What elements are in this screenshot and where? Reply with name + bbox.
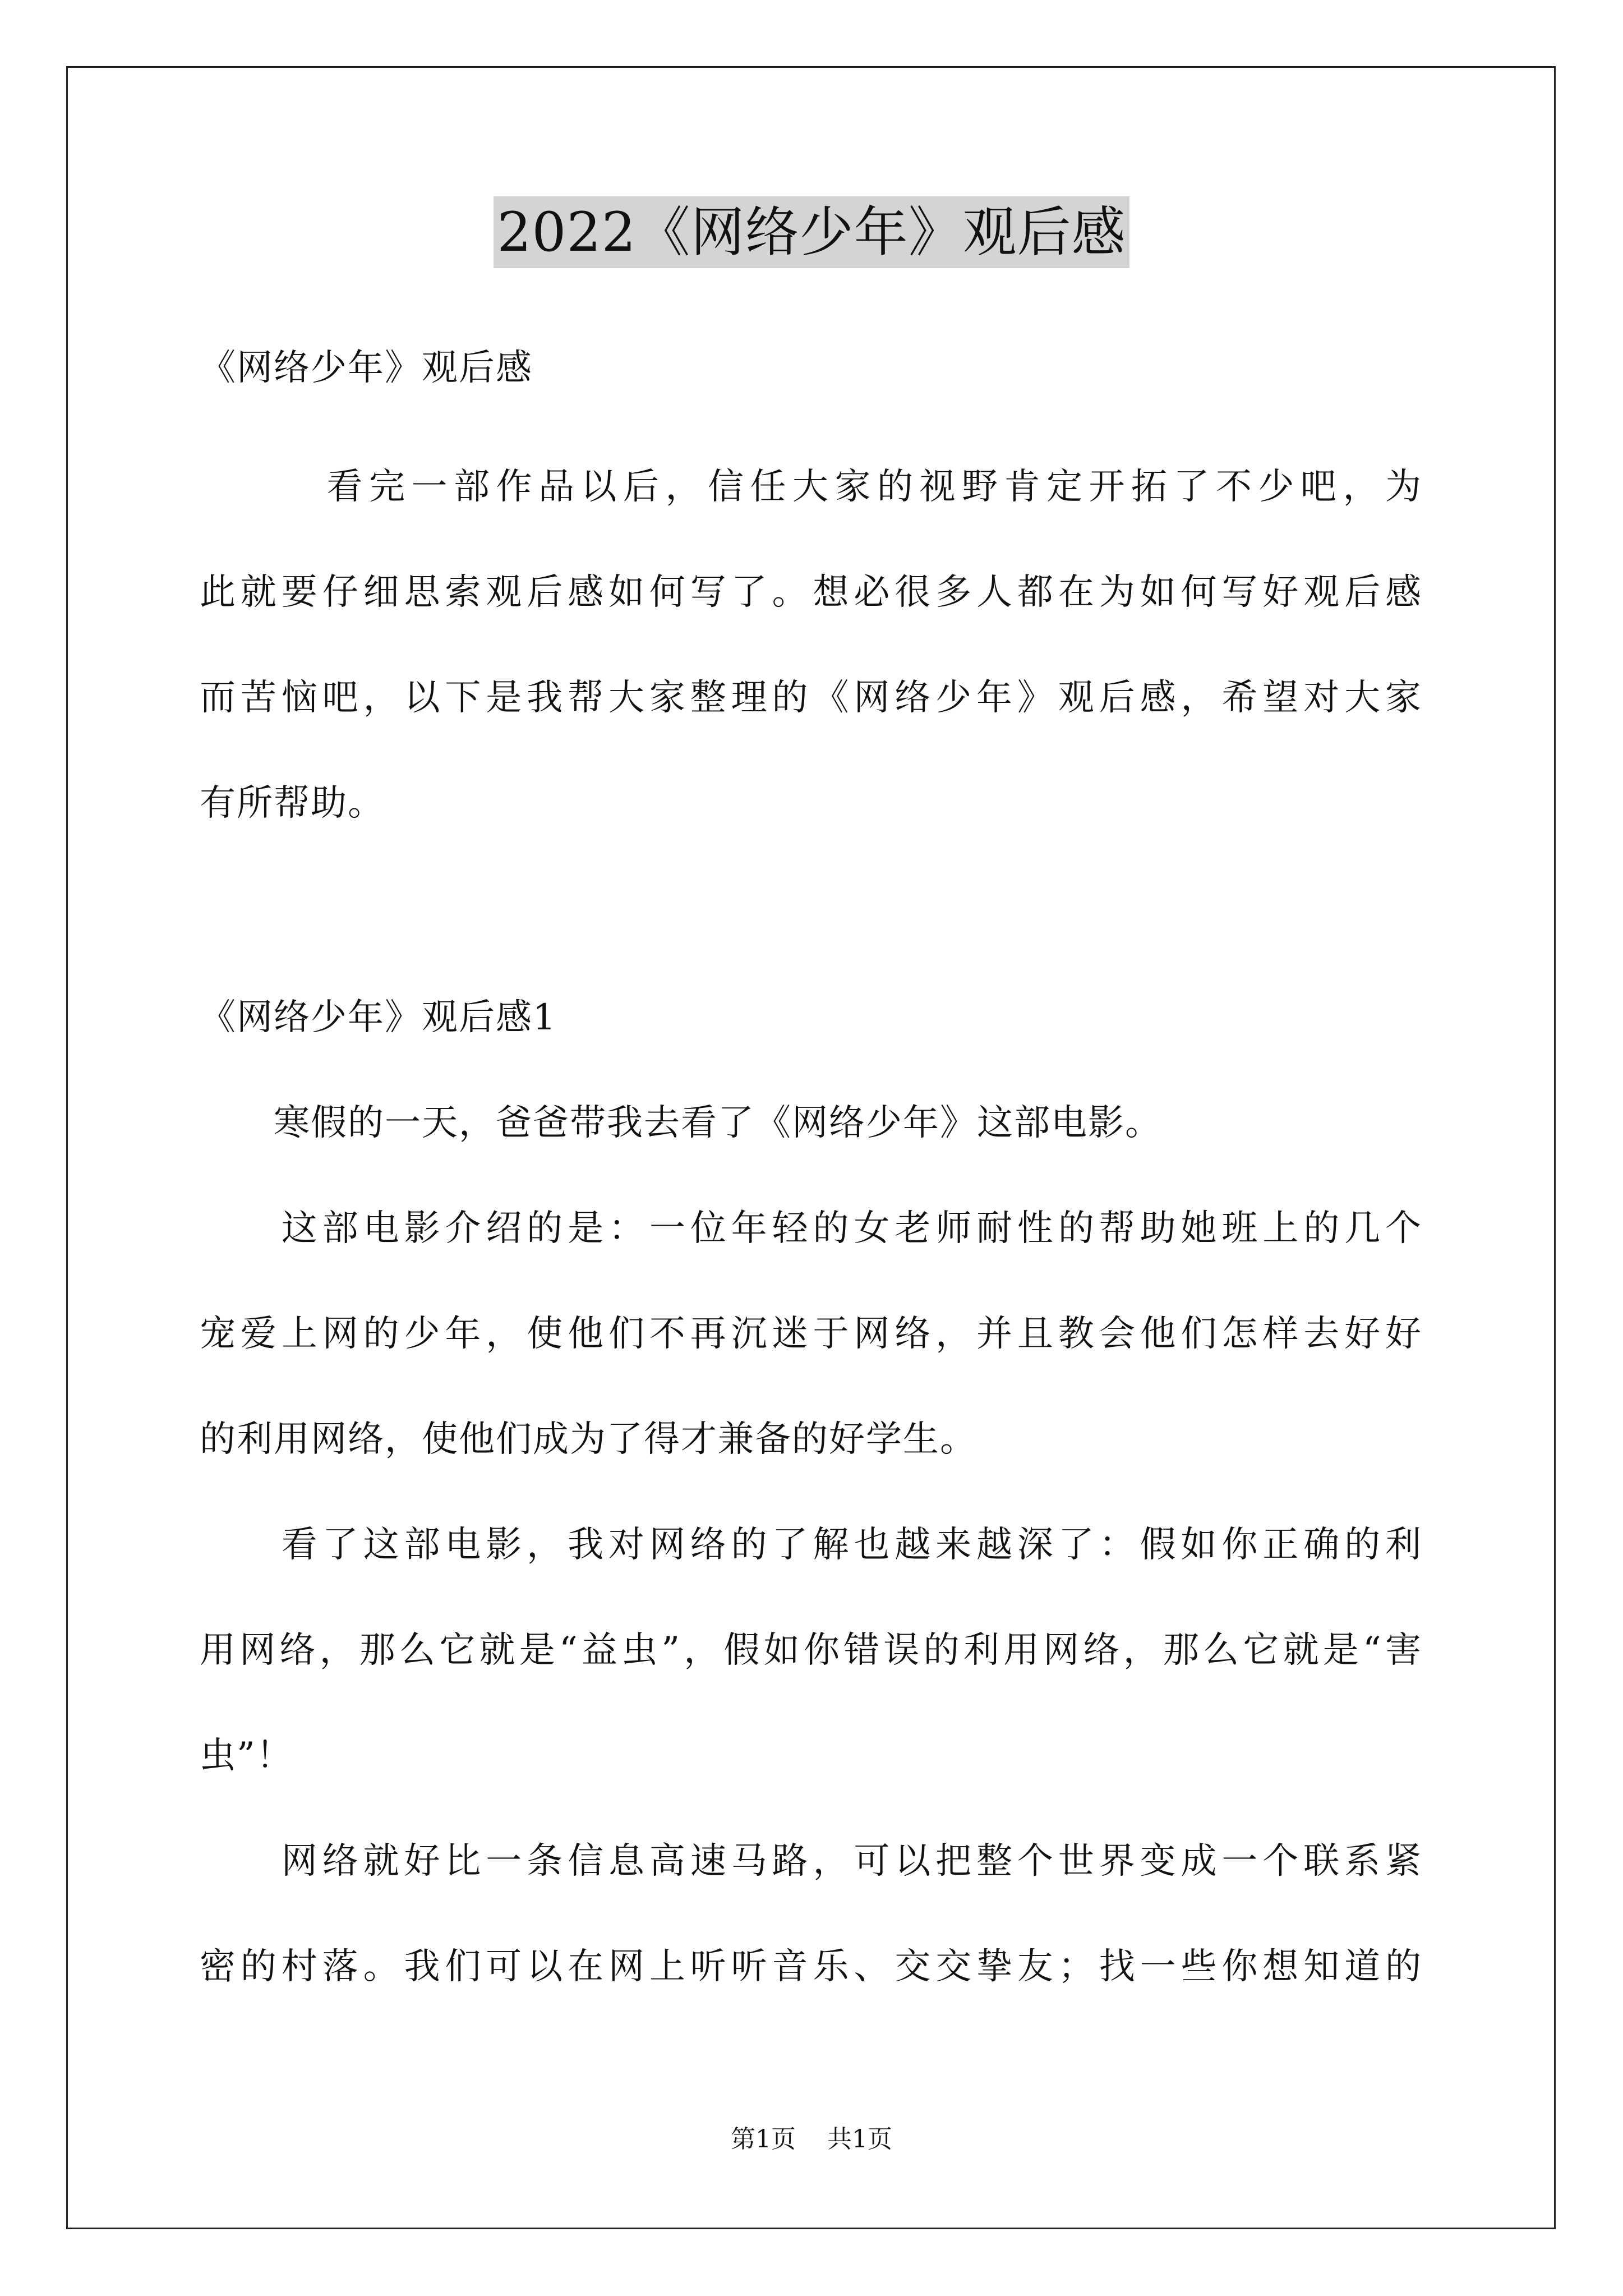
paragraph-line: 此就要仔细思索观后感如何写了。想必很多人都在为如何写好观后感 xyxy=(200,572,1422,613)
page-footer xyxy=(0,2124,1623,2155)
paragraph-line: 虫”！ xyxy=(200,1735,293,1777)
document-title: 2022《网络少年》观后感 xyxy=(494,196,1129,268)
paragraph-line: 网络就好比一条信息高速马路，可以把整个世界变成一个联系紧 xyxy=(200,1841,1422,1882)
paragraph-line: 而苦恼吧，以下是我帮大家整理的《网络少年》观后感，希望对大家 xyxy=(200,677,1422,719)
paragraph-line: 密的村落。我们可以在网上听听音乐、交交挚友；找一些你想知道的 xyxy=(200,1946,1422,1987)
paragraph-line: 用网络，那么它就是“益虫”，假如你错误的利用网络，那么它就是“害 xyxy=(200,1630,1422,1671)
section-heading-1: 《网络少年》观后感1 xyxy=(200,997,557,1038)
paragraph-line: 寒假的一天，爸爸带我去看了《网络少年》这部电影。 xyxy=(200,1102,1162,1144)
paragraph-line: 的利用网络，使他们成为了得才兼备的好学生。 xyxy=(200,1419,977,1460)
section-heading-intro: 《网络少年》观后感 xyxy=(200,347,533,389)
paragraph-line: 看完一部作品以后，信任大家的视野肯定开拓了不少吧，为 xyxy=(200,466,1422,508)
title-container xyxy=(0,196,1623,268)
paragraph-line: 看了这部电影，我对网络的了解也越来越深了：假如你正确的利 xyxy=(200,1524,1422,1566)
page-total: 共1页 xyxy=(827,2125,892,2154)
paragraph-line: 有所帮助。 xyxy=(200,783,385,824)
paragraph-line: 宠爱上网的少年，使他们不再沉迷于网络，并且教会他们怎样去好好 xyxy=(200,1313,1422,1355)
paragraph-line: 这部电影介绍的是：一位年轻的女老师耐性的帮助她班上的几个 xyxy=(200,1208,1422,1249)
page-number: 第1页 xyxy=(731,2125,796,2154)
page-border xyxy=(66,66,1556,2229)
